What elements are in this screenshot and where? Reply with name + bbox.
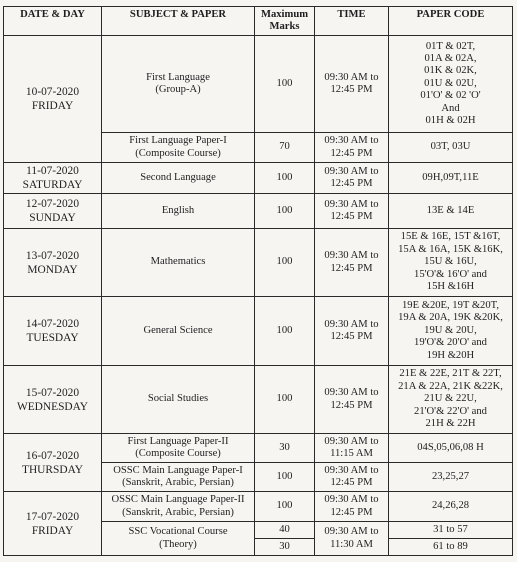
exam-date: 16-07-2020 xyxy=(25,449,80,462)
table-row xyxy=(4,229,513,297)
date-day-cell xyxy=(4,36,102,163)
paper-code-cell: 13E & 14E xyxy=(389,194,513,229)
table-row xyxy=(4,194,513,229)
paper-code-cell: 21E & 22E, 21T & 22T, 21A & 22A, 21K &22K, 21U & 22U, 21'O'& 22'O' and 21H & 22H xyxy=(389,366,513,434)
exam-day: SATURDAY xyxy=(22,179,83,191)
time-cell: 09:30 AM to 12:45 PM xyxy=(315,163,389,194)
marks-cell: 100 xyxy=(255,492,315,522)
date-day-cell xyxy=(4,194,102,229)
subject-cell: English xyxy=(102,194,255,229)
paper-code-cell: 19E &20E, 19T &20T, 19A & 20A, 19K &20K, 19U & 20U, 19'O'& 20'O' and 19H &20H xyxy=(389,297,513,366)
paper-code-cell: 15E & 16E, 15T &16T, 15A & 16A, 15K &16K, 15U & 16U, 15'O'& 16'O' and 15H &16H xyxy=(389,229,513,297)
date-day-cell xyxy=(4,366,102,434)
time-cell: 09:30 AM to 12:45 PM xyxy=(315,133,389,163)
exam-date: 11-07-2020 xyxy=(26,165,79,177)
subject-cell: Second Language xyxy=(102,163,255,194)
subject-cell: First Language Paper-II (Composite Course) xyxy=(102,434,255,463)
time-cell: 09:30 AM to 12:45 PM xyxy=(315,463,389,492)
paper-code-cell: 31 to 57 xyxy=(389,522,513,539)
header-paper-code: PAPER CODE xyxy=(389,7,513,36)
time-cell: 09:30 AM to 12:45 PM xyxy=(315,194,389,229)
paper-code-cell: 09H,09T,11E xyxy=(389,163,513,194)
exam-day: SUNDAY xyxy=(29,212,76,224)
header-row xyxy=(4,7,513,36)
date-day-cell xyxy=(4,492,102,556)
exam-day: TUESDAY xyxy=(26,332,79,344)
header-date-day: DATE & DAY xyxy=(4,7,102,36)
exam-date: 12-07-2020 xyxy=(25,198,80,210)
subject-cell: Social Studies xyxy=(102,366,255,434)
marks-cell: 40 xyxy=(255,522,315,539)
marks-cell: 100 xyxy=(255,229,315,297)
subject-cell: First Language Paper-I (Composite Course) xyxy=(102,133,255,163)
time-cell: 09:30 AM to 12:45 PM xyxy=(315,366,389,434)
marks-cell: 30 xyxy=(255,539,315,556)
subject-cell: OSSC Main Language Paper-I (Sanskrit, Arabic, Persian) xyxy=(102,463,255,492)
exam-date: 17-07-2020 xyxy=(25,510,80,523)
table-row xyxy=(4,434,513,463)
date-day-cell xyxy=(4,297,102,366)
subject-cell: General Science xyxy=(102,297,255,366)
table-row xyxy=(4,297,513,366)
marks-cell: 100 xyxy=(255,163,315,194)
subject-cell: First Language (Group-A) xyxy=(102,36,255,133)
date-day-cell xyxy=(4,163,102,194)
subject-cell: OSSC Main Language Paper-II (Sanskrit, Arabic, Persian) xyxy=(102,492,255,522)
time-cell: 09:30 AM to 12:45 PM xyxy=(315,492,389,522)
paper-code-cell: 03T, 03U xyxy=(389,133,513,163)
exam-day: WEDNESDAY xyxy=(16,400,89,413)
exam-date: 15-07-2020 xyxy=(25,386,80,399)
exam-date: 14-07-2020 xyxy=(25,318,80,330)
marks-cell: 100 xyxy=(255,463,315,492)
date-day-cell xyxy=(4,434,102,492)
header-maximum-marks: Maximum Marks xyxy=(255,7,315,36)
marks-cell: 100 xyxy=(255,36,315,133)
time-cell: 09:30 AM to 12:45 PM xyxy=(315,297,389,366)
time-cell: 09:30 AM to 11:15 AM xyxy=(315,434,389,463)
time-cell: 09:30 AM to 11:30 AM xyxy=(315,522,389,556)
table-row xyxy=(4,492,513,522)
exam-day: FRIDAY xyxy=(31,100,74,112)
paper-code-cell: 01T & 02T, 01A & 02A, 01K & 02K, 01U & 02U, 01'O' & 02 'O' And 01H & 02H xyxy=(389,36,513,133)
paper-code-cell: 04S,05,06,08 H xyxy=(389,434,513,463)
exam-timetable xyxy=(3,6,513,556)
subject-cell: SSC Vocational Course (Theory) xyxy=(102,522,255,556)
time-cell: 09:30 AM to 12:45 PM xyxy=(315,36,389,133)
paper-code-cell: 24,26,28 xyxy=(389,492,513,522)
time-cell: 09:30 AM to 12:45 PM xyxy=(315,229,389,297)
marks-cell: 30 xyxy=(255,434,315,463)
marks-cell: 70 xyxy=(255,133,315,163)
header-time: TIME xyxy=(315,7,389,36)
marks-cell: 100 xyxy=(255,194,315,229)
exam-date: 13-07-2020 xyxy=(25,249,80,262)
paper-code-cell: 23,25,27 xyxy=(389,463,513,492)
exam-day: MONDAY xyxy=(27,263,78,276)
exam-date: 10-07-2020 xyxy=(25,86,80,98)
exam-day: FRIDAY xyxy=(31,524,74,537)
marks-cell: 100 xyxy=(255,366,315,434)
table-row xyxy=(4,366,513,434)
paper-code-cell: 61 to 89 xyxy=(389,539,513,556)
table-row xyxy=(4,36,513,133)
table-row xyxy=(4,163,513,194)
exam-day: THURSDAY xyxy=(22,463,83,476)
marks-cell: 100 xyxy=(255,297,315,366)
date-day-cell xyxy=(4,229,102,297)
header-subject-paper: SUBJECT & PAPER xyxy=(102,7,255,36)
subject-cell: Mathematics xyxy=(102,229,255,297)
